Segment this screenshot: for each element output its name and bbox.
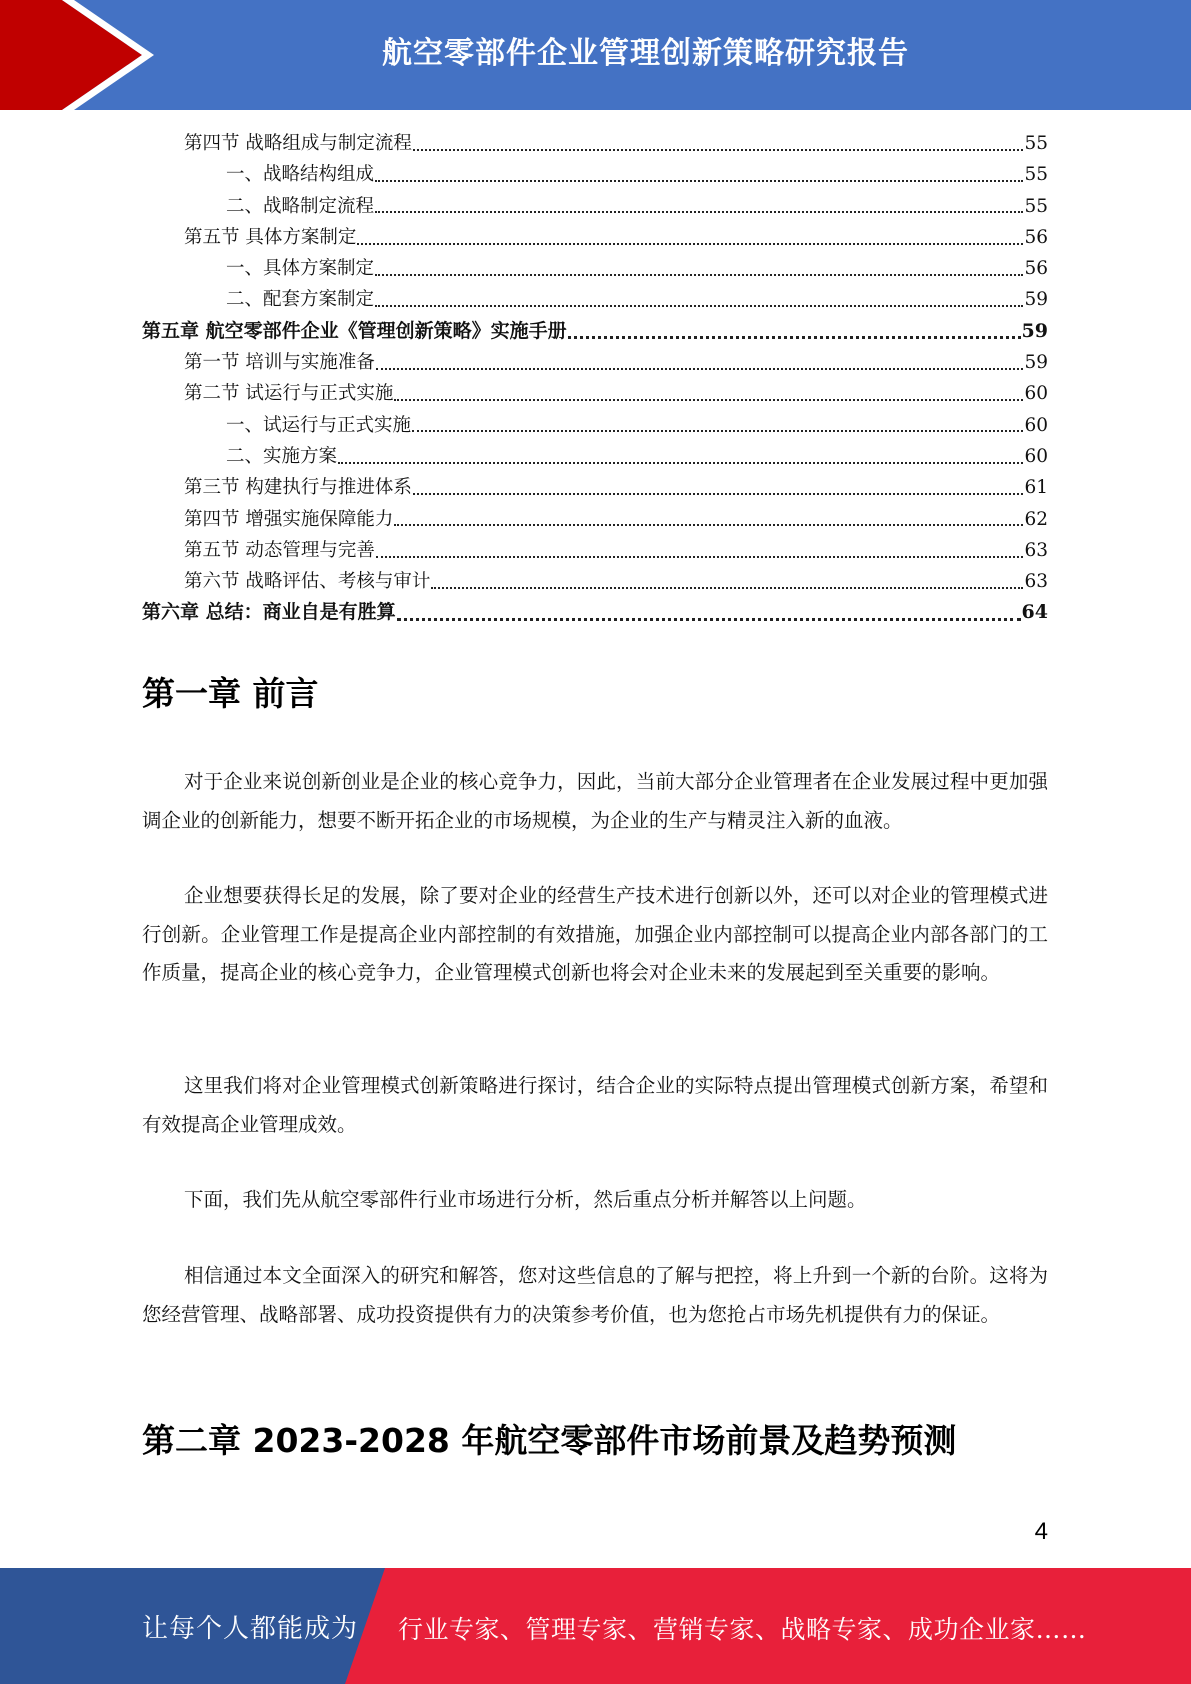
toc-entry-page: 55 <box>1024 164 1048 186</box>
toc-entry-page: 61 <box>1024 477 1048 499</box>
toc-dot-leader <box>357 243 1023 245</box>
toc-dot-leader <box>431 587 1023 589</box>
toc-entry[interactable] <box>142 535 1048 566</box>
toc-entry[interactable] <box>142 284 1048 315</box>
toc-dot-leader <box>376 556 1024 558</box>
toc-entry-label: 第四节 战略组成与制定流程 <box>184 133 412 154</box>
toc-dot-leader <box>375 180 1023 182</box>
toc-entry[interactable] <box>142 378 1048 409</box>
toc-entry-label: 第五节 具体方案制定 <box>184 226 357 248</box>
toc-entry-label: 一、战略结构组成 <box>226 164 375 186</box>
toc-entry-label: 第二节 试运行与正式实施 <box>184 383 394 405</box>
body-paragraph-4: 下面，我们先从航空零部件行业市场进行分析，然后重点分析并解答以上问题。 <box>184 1188 867 1211</box>
toc-entry-page: 56 <box>1024 258 1048 280</box>
toc-entry[interactable] <box>142 316 1048 347</box>
toc-dot-leader <box>375 274 1023 276</box>
toc-dot-leader <box>413 149 1024 151</box>
toc-dot-leader <box>375 211 1023 213</box>
report-title: 航空零部件企业管理创新策略研究报告 <box>382 36 909 71</box>
toc-entry[interactable] <box>142 222 1048 253</box>
body-paragraph-2: 企业想要获得长足的发展，除了要对企业的经营生产技术进行创新以外，还可以对企业的管理模式进行创新。企业管理工作是提高企业内部控制的有效措施，加强企业内部控制可以提高企业内部各部门的工作质量，提高企业的核心竞争力，企业管理模式创新也将会对企业未来的发展起到至关重要的影响。 <box>142 884 1048 984</box>
footer-slogan-left: 让每个人都能成为 <box>142 1614 359 1644</box>
toc-dot-leader <box>413 493 1024 495</box>
toc-entry-page: 62 <box>1024 508 1048 530</box>
toc-entry[interactable] <box>142 159 1048 190</box>
toc-entry-label: 第五节 动态管理与完善 <box>184 539 375 561</box>
toc-entry-page: 64 <box>1021 601 1048 624</box>
page-footer <box>0 1568 1191 1684</box>
toc-entry-page: 59 <box>1024 289 1048 311</box>
toc-dot-leader <box>397 618 1021 621</box>
chapter-2-heading: 第二章 2023-2028 年航空零部件市场前景及趋势预测 <box>142 1421 957 1460</box>
toc-entry-page: 56 <box>1024 226 1048 248</box>
toc-entry[interactable] <box>142 253 1048 284</box>
toc-dot-leader <box>394 399 1023 401</box>
toc-entry-label: 第三节 构建执行与推进体系 <box>184 477 412 499</box>
header-chevron-decoration <box>0 0 160 110</box>
page-header <box>0 0 1191 110</box>
toc-dot-leader <box>394 524 1023 526</box>
chapter-1-heading: 第一章 前言 <box>142 674 319 713</box>
toc-entry-page: 63 <box>1024 571 1048 593</box>
toc-entry-page: 63 <box>1024 539 1048 561</box>
toc-dot-leader <box>568 336 1021 339</box>
toc-entry-label: 第五章 航空零部件企业《管理创新策略》实施手册 <box>142 319 567 342</box>
toc-dot-leader <box>376 368 1024 370</box>
body-paragraph-3: 这里我们将对企业管理模式创新策略进行探讨，结合企业的实际特点提出管理模式创新方案，希望和有效提高企业管理成效。 <box>142 1074 1048 1136</box>
toc-entry[interactable] <box>142 566 1048 597</box>
toc-entry-page: 55 <box>1024 133 1048 154</box>
toc-entry-label: 第六节 战略评估、考核与审计 <box>184 571 431 593</box>
toc-entry-label: 一、试运行与正式实施 <box>226 414 412 436</box>
body-paragraph-1: 对于企业来说创新创业是企业的核心竞争力，因此，当前大部分企业管理者在企业发展过程中更加强调企业的创新能力，想要不断开拓企业的市场规模，为企业的生产与精灵注入新的血液。 <box>142 770 1048 832</box>
footer-slogan-right: 行业专家、管理专家、营销专家、战略专家、成功企业家…… <box>398 1615 1087 1644</box>
toc-dot-leader <box>375 305 1023 307</box>
toc-entry[interactable] <box>142 347 1048 378</box>
toc-entry-label: 第六章 总结：商业自是有胜算 <box>142 601 396 624</box>
toc-entry[interactable] <box>142 472 1048 503</box>
body-paragraph-5: 相信通过本文全面深入的研究和解答，您对这些信息的了解与把控，将上升到一个新的台阶。这将为您经营管理、战略部署、成功投资提供有力的决策参考价值，也为您抢占市场先机提供有力的保证。 <box>142 1264 1048 1326</box>
toc-entry-page: 60 <box>1024 383 1048 405</box>
toc-entry-label: 二、配套方案制定 <box>226 289 375 311</box>
toc-dot-leader <box>412 430 1023 432</box>
toc-entry-label: 第一节 培训与实施准备 <box>184 352 375 374</box>
toc-entry[interactable] <box>142 504 1048 535</box>
toc-entry-page: 59 <box>1021 319 1048 342</box>
toc-entry[interactable] <box>142 597 1048 628</box>
toc-entry-page: 55 <box>1024 195 1048 217</box>
toc-entry[interactable] <box>142 441 1048 472</box>
toc-entry[interactable] <box>142 128 1048 159</box>
page-number: 4 <box>1034 1518 1048 1545</box>
toc-entry-page: 60 <box>1024 414 1048 436</box>
toc-entry[interactable] <box>142 191 1048 222</box>
toc-entry-label: 第四节 增强实施保障能力 <box>184 508 394 530</box>
toc-entry-label: 一、具体方案制定 <box>226 258 375 280</box>
table-of-contents <box>142 128 1048 629</box>
toc-dot-leader <box>338 462 1023 464</box>
toc-entry-page: 60 <box>1024 445 1048 467</box>
toc-entry-label: 二、战略制定流程 <box>226 195 375 217</box>
toc-entry[interactable] <box>142 410 1048 441</box>
toc-entry-label: 二、实施方案 <box>226 445 338 467</box>
toc-entry-page: 59 <box>1024 352 1048 374</box>
